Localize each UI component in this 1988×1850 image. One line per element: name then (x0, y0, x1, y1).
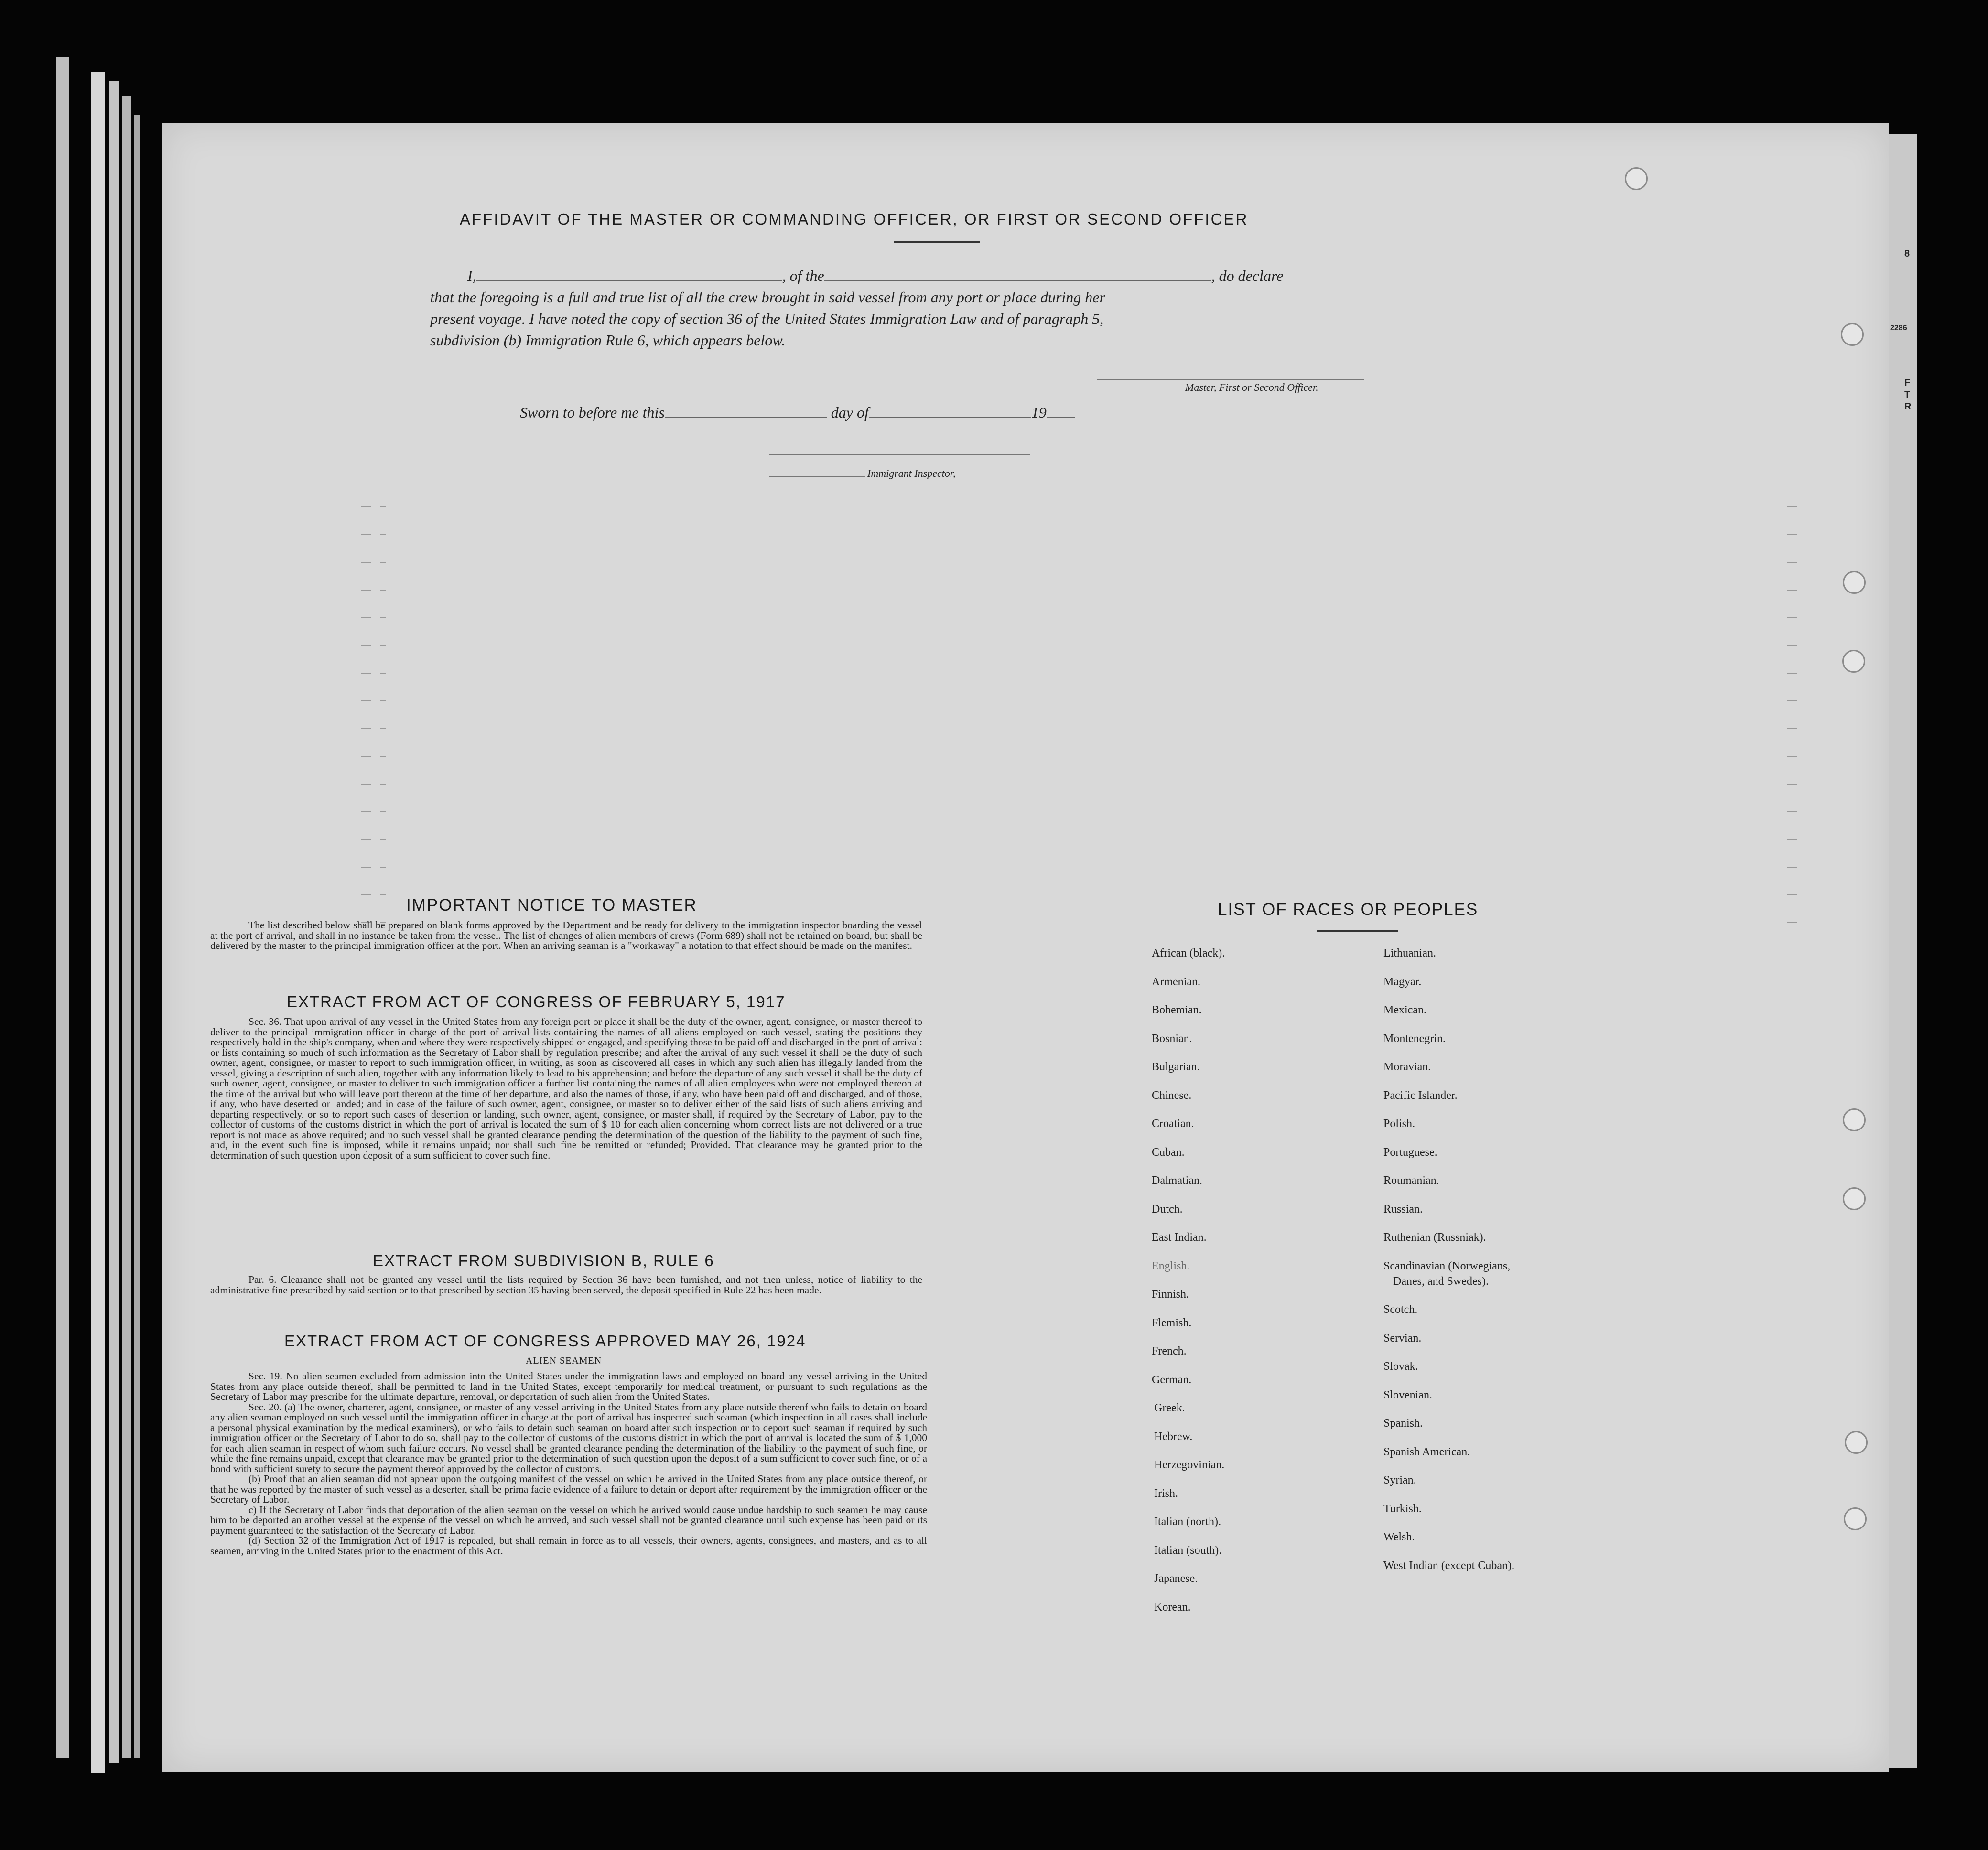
race-item: Dalmatian. (1152, 1174, 1202, 1187)
extract-1924-paragraph: Sec. 19. No alien seamen excluded from admission into the United States under the immigration laws and employed on board any vessel arriving in the United States from any place outside thereof, shall be permitted to land in the United States, except temporarily for medical treatment, or pursuant to such regulations as the Secretary of Labor may prescribe for the ultimate departure, removal, or deportation of such alien from the United States. (210, 1370, 927, 1402)
row-dash (361, 756, 371, 757)
row-dash (1787, 673, 1797, 674)
row-dash (380, 617, 386, 618)
row-dash (380, 784, 386, 785)
row-dash (361, 617, 371, 618)
race-item: Irish. (1154, 1487, 1178, 1500)
name-blank[interactable] (476, 280, 782, 281)
row-dash (1787, 839, 1797, 840)
race-item: Bulgarian. (1152, 1061, 1200, 1073)
inspector-label: Immigrant Inspector, (867, 467, 956, 479)
notice-paragraph: The list described below shall be prepared on blank forms approved by the Department and be ready for delivery to the immigration inspector boarding the vessel at the port of arrival, and shall in no instance be taken from the vessel. The list of changes of alien members of crews (Form 689) shall not be retained on board, but shall be delivered by the master to the principal immigration officer at the port. When an arriving seaman is a "workaway" a notation to that effect should be made on the manifest. (210, 919, 922, 951)
row-dash (361, 506, 371, 507)
title-underline (894, 241, 980, 243)
row-dash (380, 811, 386, 812)
race-item: English. (1152, 1260, 1190, 1272)
row-dash (380, 590, 386, 591)
races-title: LIST OF RACES OR PEOPLES (1218, 900, 1479, 919)
stacked-page-edge (134, 115, 140, 1758)
race-item: Montenegrin. (1383, 1033, 1446, 1045)
race-item: Russian. (1383, 1203, 1423, 1215)
row-dash (380, 867, 386, 868)
row-dash (1787, 784, 1797, 785)
punch-hole (1844, 1507, 1867, 1530)
master-signature-label: Master, First or Second Officer. (1185, 381, 1318, 393)
race-item: Slovak. (1383, 1360, 1418, 1373)
race-item: Polish. (1383, 1118, 1415, 1130)
row-dash (361, 839, 371, 840)
punch-hole (1843, 1187, 1866, 1210)
row-dash (1787, 811, 1797, 812)
vessel-blank[interactable] (824, 280, 1211, 281)
race-item: Spanish. (1383, 1417, 1423, 1430)
extract-1924-title: EXTRACT FROM ACT OF CONGRESS APPROVED MAY 26, 1924 (284, 1332, 806, 1350)
race-item: Finnish. (1152, 1288, 1189, 1301)
row-dash (380, 645, 386, 646)
row-dash (380, 728, 386, 729)
alien-seamen-subtitle: ALIEN SEAMEN (526, 1355, 602, 1366)
day-blank[interactable] (665, 417, 827, 418)
row-dash (361, 700, 371, 701)
race-item: Syrian. (1383, 1474, 1416, 1486)
race-item: Roumanian. (1383, 1174, 1439, 1187)
row-dash (380, 506, 386, 507)
inspector-signature-line[interactable] (769, 454, 1030, 455)
row-dash (380, 894, 386, 895)
row-dash (361, 645, 371, 646)
race-item: Greek. (1154, 1402, 1185, 1414)
race-item: Italian (south). (1154, 1544, 1222, 1557)
race-item: Welsh. (1383, 1531, 1415, 1543)
races-title-underline (1317, 930, 1398, 932)
row-dash (380, 756, 386, 757)
race-item: German. (1152, 1374, 1192, 1386)
row-dash (1787, 562, 1797, 563)
extract-rule6-paragraph: Par. 6. Clearance shall not be granted any vessel until the lists required by Section 36 have been furnished, and not then unless, notice of liability to the administrative fine prescribed by said section or to that prescribed by section 35 having been served, the deposit specified in Rule 22 has been made. (210, 1274, 922, 1296)
extract-1917-text (210, 1017, 922, 1161)
side-fragment: R (1904, 401, 1912, 412)
extract-1924-paragraph: (d) Section 32 of the Immigration Act of 1917 is repealed, but shall remain in force as to all vessels, their owners, agents, consignees, and masters, and as to all seamen, arriving in the United States prior to the enactment of this Act. (210, 1535, 927, 1557)
day-of-label: day of (831, 404, 869, 421)
row-dash (1787, 867, 1797, 868)
row-dash (361, 562, 371, 563)
row-dash (380, 700, 386, 701)
row-dash (361, 894, 371, 895)
i-label: I, (467, 267, 476, 284)
race-item: East Indian. (1152, 1231, 1207, 1244)
race-item: Dutch. (1152, 1203, 1183, 1215)
punch-hole (1625, 167, 1648, 190)
row-dash (1787, 894, 1797, 895)
row-dash (1787, 700, 1797, 701)
punch-hole (1842, 650, 1865, 673)
race-item: Danes, and Swedes). (1393, 1275, 1489, 1288)
do-declare-label: , do declare (1211, 267, 1284, 284)
row-dash (1787, 756, 1797, 757)
race-item: Bosnian. (1152, 1033, 1192, 1045)
affidavit-title: AFFIDAVIT OF THE MASTER OR COMMANDING OFFICER, OR FIRST OR SECOND OFFICER (460, 210, 1249, 228)
row-dash (380, 839, 386, 840)
row-dash (361, 673, 371, 674)
sworn-line (520, 404, 1075, 421)
race-item: Bohemian. (1152, 1004, 1202, 1016)
race-item: Croatian. (1152, 1118, 1194, 1130)
race-item: Portuguese. (1383, 1146, 1437, 1159)
race-item: Japanese. (1154, 1572, 1198, 1585)
race-item: Slovenian. (1383, 1389, 1432, 1401)
race-item: Italian (north). (1154, 1516, 1221, 1528)
race-item: Lithuanian. (1383, 947, 1436, 959)
stacked-page-edge (91, 72, 105, 1773)
row-dash (361, 534, 371, 535)
row-dash (361, 867, 371, 868)
race-item: Mexican. (1383, 1004, 1426, 1016)
extract-1924-paragraph: Sec. 20. (a) The owner, charterer, agent, consignee, or master of any vessel arriving in the United States from any place outside thereof who fails to detain on board any alien seaman employed on such vessel until the immigration officer in charge at the port of arrival has inspected such seaman (which inspection in all cases shall include a personal physical examination by the medical examiners), or who fails to detain such seaman on board after such inspection or to deport such seaman if required by such immigration officer or the Secretary of Labor to do so, shall pay to the collector of customs of the customs district in which the port of arrival is located the sum of $ 1,000 for each alien seaman in respect of whom such failure occurs. No vessel shall be granted clearance pending the determination of the liability to the payment of such fine, or while the fine remains unpaid, except that clearance may be granted prior to the determination of such question upon the deposit of a sum sufficient to cover such fine, or of a bond with sufficient surety to secure the payment thereof approved by the collector of customs. (210, 1401, 927, 1474)
race-item: Ruthenian (Russniak). (1383, 1231, 1486, 1244)
row-dash (1787, 922, 1797, 923)
row-dash (1787, 617, 1797, 618)
inspector-signature-line-2[interactable] (769, 476, 865, 477)
race-item: African (black). (1152, 947, 1225, 959)
race-item: Chinese. (1152, 1089, 1192, 1102)
underlying-page-edge (1889, 134, 1917, 1768)
affidavit-line: that the foregoing is a full and true list of all the crew brought in said vessel from any port or place during her (430, 289, 1105, 306)
extract-rule6-title: EXTRACT FROM SUBDIVISION B, RULE 6 (373, 1252, 714, 1269)
master-signature-line[interactable] (1097, 379, 1364, 380)
race-item: West Indian (except Cuban). (1383, 1560, 1514, 1572)
punch-hole (1845, 1431, 1868, 1454)
extract-1917-title: EXTRACT FROM ACT OF CONGRESS OF FEBRUARY 5, 1917 (287, 993, 786, 1011)
extract-1924-paragraph: (b) Proof that an alien seaman did not appear upon the outgoing manifest of the vessel on which he arrived in the United States from any place outside thereof, or that he was reported by the master of such vessel as a deserter, shall be prima facie evidence of a failure to detain or deport after requirement by the immigration officer or the Secretary of Labor. (210, 1473, 927, 1505)
row-dash (380, 534, 386, 535)
extract-1917-paragraph: Sec. 36. That upon arrival of any vessel in the United States from any foreign port or place it shall be the duty of the owner, agent, consignee, or master thereof to deliver to the principal immigration officer in charge of the port of arrival lists containing the names of all aliens employed on such vessel, stating the positions they respectively hold in the ship's company, when and where they were respectively shipped or engaged, and specifying those to be paid off and discharged in the port of arrival: or lists containing so much of such information as the Secretary of Labor shall by regulation prescribe; and after the arrival of any such vessel it shall be the duty of such owner, agent, consignee, or master to report to such immigration officer, in writing, as soon as discovered all cases in which any such alien has illegally landed from the vessel, giving a description of such alien, together with any information likely to lead to his apprehension; and before the departure of any such vessel it shall be the duty of such owner, agent, consignee, or master to deliver to such immigration officer a further list containing the names of all alien employees who were not employed thereon at the time of the arrival but who will leave port thereon at the time of her departure, and also the names of those, if any, who have been paid off and discharged, and of those, if any, who have deserted or landed; and in case of the failure of such owner, agent, consignee, or master so to deliver either of the said lists of such aliens arriving and departing respectively, or so to report such cases of desertion or landing, such owner, agent, consignee, or master shall, if required by the Secretary of Labor, pay to the collector of customs of the customs district in which the port of arrival is located the sum of $ 10 for each alien concerning whom correct lists are not delivered or a true report is not made as above required; and no such vessel shall be granted clearance pending the determination of the question of the liability to the payment of such fine, and, in the event such fine is imposed, while it remains unpaid; nor shall such fine be remitted or refunded; Provided. That clearance may be granted prior to the determination of such question upon deposit of a sum sufficient to cover such fine. (210, 1016, 922, 1161)
row-dash (361, 811, 371, 812)
row-dash (380, 673, 386, 674)
notice-title: IMPORTANT NOTICE TO MASTER (406, 896, 697, 914)
affidavit-line: subdivision (b) Immigration Rule 6, which appears below. (430, 332, 786, 349)
race-item: Scandinavian (Norwegians, (1383, 1260, 1511, 1272)
race-item: Moravian. (1383, 1061, 1431, 1073)
punch-hole (1843, 571, 1866, 594)
race-item: Servian. (1383, 1332, 1422, 1344)
declaration-line (430, 265, 1367, 287)
month-blank[interactable] (869, 417, 1031, 418)
notice-text (210, 920, 922, 951)
affidavit-body (430, 265, 1367, 351)
race-item: Magyar. (1383, 976, 1422, 988)
row-dash (361, 784, 371, 785)
race-item: Herzegovinian. (1154, 1459, 1225, 1471)
race-item: Turkish. (1383, 1503, 1422, 1515)
punch-hole (1843, 1108, 1866, 1131)
race-item: Korean. (1154, 1601, 1191, 1613)
race-item: French. (1152, 1345, 1187, 1357)
race-item: Flemish. (1152, 1317, 1192, 1329)
race-item: Spanish American. (1383, 1446, 1470, 1458)
race-item: Hebrew. (1154, 1431, 1193, 1443)
row-dash (361, 590, 371, 591)
row-dash (361, 728, 371, 729)
stacked-page-edge (109, 81, 119, 1763)
extract-1924-paragraph: c) If the Secretary of Labor finds that deportation of the alien seaman on the vessel on which he arrived would cause undue hardship to such seamen he may cause him to be deported an another vessel at the expense of the vessel on which he arrived, and such vessel shall not be granted clearance until such expense has been paid or its payment guaranteed to the satisfaction of the Secretary of Labor. (210, 1504, 927, 1536)
row-dash (1787, 590, 1797, 591)
race-item: Cuban. (1152, 1146, 1185, 1159)
year-prefix: 19 (1031, 404, 1047, 421)
binder-edge (56, 57, 69, 1758)
side-fragment: 8 (1904, 248, 1910, 259)
race-item: Armenian. (1152, 976, 1200, 988)
row-dash (1787, 506, 1797, 507)
row-dash (1787, 645, 1797, 646)
race-item: Pacific Islander. (1383, 1089, 1458, 1102)
row-dash (1787, 728, 1797, 729)
affidavit-line: present voyage. I have noted the copy of section 36 of the United States Immigration Law and of paragraph 5, (430, 310, 1104, 327)
extract-1924-text (210, 1371, 927, 1556)
side-fragment: F (1904, 377, 1911, 388)
side-fragment: T (1904, 389, 1911, 400)
extract-rule6-text (210, 1275, 922, 1295)
stacked-page-edge (122, 96, 131, 1758)
race-item: Scotch. (1383, 1303, 1418, 1316)
row-dash (1787, 534, 1797, 535)
punch-hole (1841, 323, 1864, 346)
year-blank[interactable] (1047, 417, 1075, 418)
of-the-label: , of the (782, 267, 824, 284)
side-fragment: 2286 (1890, 324, 1907, 332)
sworn-label: Sworn to before me this (520, 404, 665, 421)
row-dash (380, 562, 386, 563)
